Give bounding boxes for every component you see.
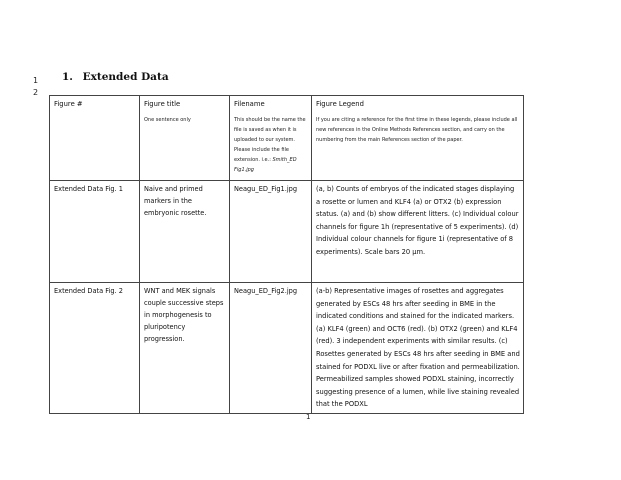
header-cell-figure-number [50, 96, 140, 181]
extended-data-table [49, 95, 524, 414]
filename-cell: Neagu_ED_Fig2.jpg [230, 283, 312, 414]
header-note-text: This should be the name the file is saved as when it is uploaded to our system. Please include the file extension. i.e.: [234, 117, 306, 163]
figure-legend-cell: (a, b) Counts of embryos of the indicated stages displaying a rosette or lumen and KLF4 (a) or OTX2 (b) expression status. (a) and (b) show different litters. (c) Individual colour channels for figure 1h (representative of 5 experiments). (d) Individual colour channels for figure 1i (representative of 8 experiments). Scale bars 20 µm. [312, 181, 524, 283]
header-title: Filename [234, 100, 265, 108]
header-cell-figure-legend [312, 96, 524, 181]
table-header-row [50, 96, 524, 181]
figure-legend-cell: (a-b) Representative images of rosettes and aggregates generated by ESCs 48 hrs after seeding in BME in the indicated conditions and stained for the indicated markers. (a) KLF4 (green) and OCT6 (red). (b) OTX2 (green) and KLF4 (red). 3 independent experiments with similar results. (c) Rosettes generated by ESCs 48 hrs after seeding in BME and stained for PODXL live or after fixation and permeabilization. Permeabilized samples showed PODXL staining, incorrectly suggesting presence of a lumen, while live staining revealed that the PODXL [312, 283, 524, 414]
filename-cell: Neagu_ED_Fig1.jpg [230, 181, 312, 283]
figure-number-cell: Extended Data Fig. 1 [50, 181, 140, 283]
header-note-example: Smith_ED Fig1.jpg [234, 157, 297, 173]
page-number: 1 [306, 413, 311, 421]
header-title: Figure # [54, 100, 83, 108]
line-number-2: 2 [33, 88, 39, 97]
header-note [234, 115, 308, 175]
header-note: If you are citing a reference for the first time in these legends, please include all new references in the Online Methods References section, and carry on the numbering from the main References section of the paper. [316, 117, 518, 143]
section-heading [62, 71, 169, 83]
header-title: Figure Legend [316, 100, 364, 108]
section-title: Extended Data [82, 71, 169, 83]
header-note: One sentence only [144, 117, 191, 123]
line-number-1: 1 [33, 76, 39, 85]
figure-title-cell: Naive and primed markers in the embryonic rosette. [140, 181, 230, 283]
header-title: Figure title [144, 100, 181, 108]
table-row [50, 283, 524, 414]
table-row [50, 181, 524, 283]
header-cell-filename [230, 96, 312, 181]
section-number: 1. [62, 71, 73, 83]
figure-title-cell: WNT and MEK signals couple successive steps in morphogenesis to pluripotency progression. [140, 283, 230, 414]
figure-number-cell: Extended Data Fig. 2 [50, 283, 140, 414]
header-cell-figure-title [140, 96, 230, 181]
